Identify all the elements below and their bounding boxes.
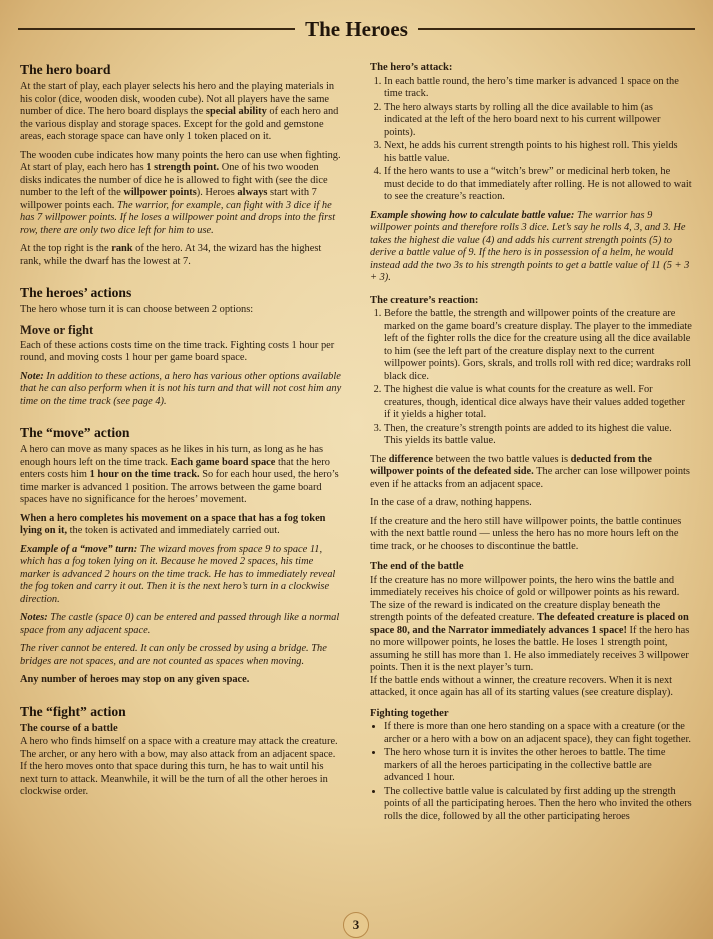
text: start with 7 willpower points each.: [20, 187, 317, 211]
text: If the creature has no more willpower points, the hero wins the battle and immediately receives his choice of gold or willpower points as his reward. The size of the reward is indicated on the creature display beneath the strength points of the defeated creature.: [370, 574, 680, 623]
paragraph: [20, 150, 342, 238]
list-item: 2. The highest die value is what counts for the creature as well. For creatures, though, identical dice always have their values added together if it yields a higher total.: [384, 384, 692, 422]
left-column: [20, 62, 342, 816]
paragraph: [20, 513, 342, 538]
paragraph: [370, 454, 692, 492]
bold-text: Notes:: [20, 612, 48, 623]
bold-text: Example of a “move” turn:: [20, 543, 138, 555]
bold-text: deducted from the willpower points of the defeated side.: [370, 453, 652, 477]
bold-text: 1 strength point.: [146, 162, 220, 173]
list-item: 3. Next, he adds his current strength points to his highest roll. This yields his battle value.: [384, 140, 692, 165]
subheading-move-or-fight: Move or fight: [20, 322, 94, 337]
heading-creature-reaction: The creature’s reaction:: [370, 294, 479, 306]
list-item: • The hero whose turn it is invites the other heroes to battle. The time markers of all the heroes participating in the collective battle are advanced 1 hour.: [384, 747, 692, 785]
right-column: [370, 62, 692, 829]
bold-text: willpower points: [123, 187, 197, 198]
bold-text: Each game board space: [170, 456, 276, 468]
attack-steps-list: [370, 76, 692, 204]
paragraph: In the case of a draw, nothing happens.: [370, 497, 532, 508]
text: If the hero has no more willpower points, he loses the battle. He loses 1 strength point, assuming he still has more than 1. He also immediately receives 3 willpower points. Then it is the next player’s turn.: [370, 624, 690, 673]
heading-hero-attack: The hero’s attack:: [370, 62, 453, 73]
example: [20, 544, 342, 607]
bold-text: always: [237, 187, 268, 198]
text: The archer can lose willpower points even if he attacks from an adjacent space.: [370, 466, 690, 490]
title-row: [18, 14, 695, 44]
heading-hero-board: The hero board: [20, 62, 111, 77]
text: In addition to these actions, a hero has various other options available that he can also perform when it is not his turn and that will not cost him any time on the time track (see page 4).: [20, 370, 342, 407]
heading-move-action: The “move” action: [20, 425, 130, 440]
text: that the hero enters costs him: [20, 456, 330, 480]
section-move-action: [20, 425, 342, 687]
list-item: • If there is more than one hero standing on a space with a creature (or the archer or a hero with a bow on an adjacent space), they can fight together.: [384, 721, 692, 746]
text: between the two battle values is: [433, 453, 571, 465]
example: [370, 210, 692, 285]
paragraph: [370, 575, 692, 675]
text: One of his two wooden disks indicates the number of dice he is allowed to fight with (see the dice number to the left of the: [20, 162, 328, 198]
text: A hero can move as many spaces as he likes in his turn, as long as he has enough hours left on the time track.: [20, 444, 323, 468]
paragraph: The hero whose turn it is can choose between 2 options:: [20, 304, 254, 315]
section-creature-reaction: [370, 295, 692, 554]
bold-text: The defeated creature is placed on space 80, and the Narrator immediately advances 1 space!: [370, 612, 689, 636]
paragraph: [20, 444, 342, 507]
bold-text: difference: [388, 453, 434, 465]
list-item: 4. If the hero wants to use a “witch’s brew” or medicinal herb token, he must decide to do that immediately after rolling. He is not allowed to wait to see the creature’s reaction.: [384, 166, 692, 204]
list-item: 1. Before the battle, the strength and willpower points of the creature are marked on the game board’s creature display. The player to the immediate left of the fighter rolls the dice for the creature using all the dice available to him (see the left part of the creature display next to the current willpower points). Gors, skrals, and trolls roll with red dice; wardraks roll black dice.: [384, 308, 692, 383]
text: The: [370, 453, 389, 465]
bold-text: special ability: [205, 106, 267, 117]
river-note: The river cannot be entered. It can only be crossed by using a bridge. The bridges are not spaces, and are not counted as spaces when moving.: [20, 643, 327, 667]
text: of each hero and the various display and storage spaces. Except for the gold and gemstone areas, each storage space can have only 1 token placed on it.: [20, 106, 339, 142]
text: The wizard moves from space 9 to space 11, which has a fog token lying on it. Because he moved 2 spaces, his time marker is advanced 2 hours on the time track. He has to immediately reveal the fog token and carry it out. Then it is the next hero’s turn in a clockwise direction.: [20, 543, 336, 605]
bold-text: 1 hour on the time track.: [89, 469, 200, 480]
list-item: • The collective battle value is calculated by first adding up the strength points of all the participating heroes. Then the hero who invited the others rolls the dice, followed by all the other participating heroes: [384, 786, 692, 824]
page-title: The Heroes: [305, 16, 408, 41]
section-heroes-actions: [20, 285, 342, 408]
section-hero-attack: [370, 62, 692, 285]
bold-text: Any number of heroes may stop on any given space.: [20, 674, 250, 685]
list-item: 3. Then, the creature’s strength points are added to its highest die value. This yields its battle value.: [384, 423, 692, 448]
heading-fighting-together: Fighting together: [370, 707, 449, 719]
heading-heroes-actions: The heroes’ actions: [20, 285, 132, 300]
note: [20, 371, 342, 409]
reaction-steps-list: [370, 308, 692, 448]
fighting-together-list: [370, 721, 692, 823]
paragraph: [20, 243, 342, 268]
subheading-course-of-battle: The course of a battle: [20, 722, 118, 734]
bold-text: Example showing how to calculate battle value:: [370, 209, 575, 221]
section-end-of-battle: [370, 561, 692, 700]
title-rule-right: [418, 28, 695, 30]
section-fight-action: [20, 704, 342, 799]
text: The castle (space 0) can be entered and passed through like a normal space from any adjacent space.: [20, 612, 340, 636]
section-fighting-together: [370, 708, 692, 824]
heading-fight-action: The “fight” action: [20, 703, 126, 719]
notes: [20, 612, 342, 637]
text: At the top right is the: [20, 243, 112, 254]
italic-example: The warrior, for example, can fight with 3 dice if he has 7 willpower points. If he loses a willpower point and drops into the first row, there are only two dice left for him to use.: [20, 199, 336, 236]
list-item: 1. In each battle round, the hero’s time marker is advanced 1 space on the time track.: [384, 76, 692, 101]
heading-end-of-battle: The end of the battle: [370, 561, 464, 572]
paragraph: Each of these actions costs time on the time track. Fighting costs 1 hour per round, and moving costs 1 hour per game board space.: [20, 339, 335, 363]
paragraph: If the battle ends without a winner, the creature recovers. When it is next attacked, it once again has all of its starting values (see creature display).: [370, 674, 673, 698]
text: ). Heroes: [196, 187, 238, 198]
title-rule-left: [18, 28, 295, 30]
page-number-badge: 3: [343, 912, 369, 938]
paragraph: A hero who finds himself on a space with a creature may attack the creature. The archer, or any hero with a bow, may also attack from an adjacent space. If the hero moves onto that space during this turn, he has to wait until his next turn to attack. Meanwhile, it will be the turn of all the other heroes in clockwise order.: [20, 736, 338, 797]
bold-text: rank: [111, 243, 133, 254]
text: the token is activated and immediately carried out.: [67, 525, 280, 536]
list-item: 2. The hero always starts by rolling all the dice available to him (as indicated at the left of the hero board next to his current willpower points).: [384, 102, 692, 140]
bold-text: When a hero completes his movement on a space that has a fog token lying on it,: [20, 512, 326, 536]
section-hero-board: [20, 62, 342, 268]
text: of the hero. At 34, the wizard has the highest rank, while the dwarf has the lowest at 7.: [20, 243, 322, 267]
text: At the start of play, each player selects his hero and the playing materials in his color (dice, wooden disk, wooden cube). Not all players have the same number of dice. The hero board displays the: [20, 81, 335, 117]
bold-text: Note:: [20, 370, 44, 382]
paragraph: [20, 81, 342, 144]
text: The wooden cube indicates how many points the hero can use when fighting. At start of play, each hero has: [20, 149, 341, 173]
text: The warrior has 9 willpower points and therefore rolls 3 dice. Let’s say he rolls 4, 3, and 3. He takes the highest die value (4) and adds his current strength points (5) to derive a battle value of 9. If the hero is in possession of a helm, he would instead add the two 3s to his strength points to get a battle value of 11 (5 + 3 + 3).: [370, 209, 690, 283]
paragraph: If the creature and the hero still have willpower points, the battle continues with the next battle round — unless the hero has no more hours left on the time track, or he chooses to discontinue the battle.: [370, 515, 682, 552]
paragraph: [20, 674, 342, 687]
text: So for each hour used, the hero’s time marker is advanced 1 position. The arrows between the game board spaces have no significance for the heroes’ movement.: [20, 469, 339, 505]
